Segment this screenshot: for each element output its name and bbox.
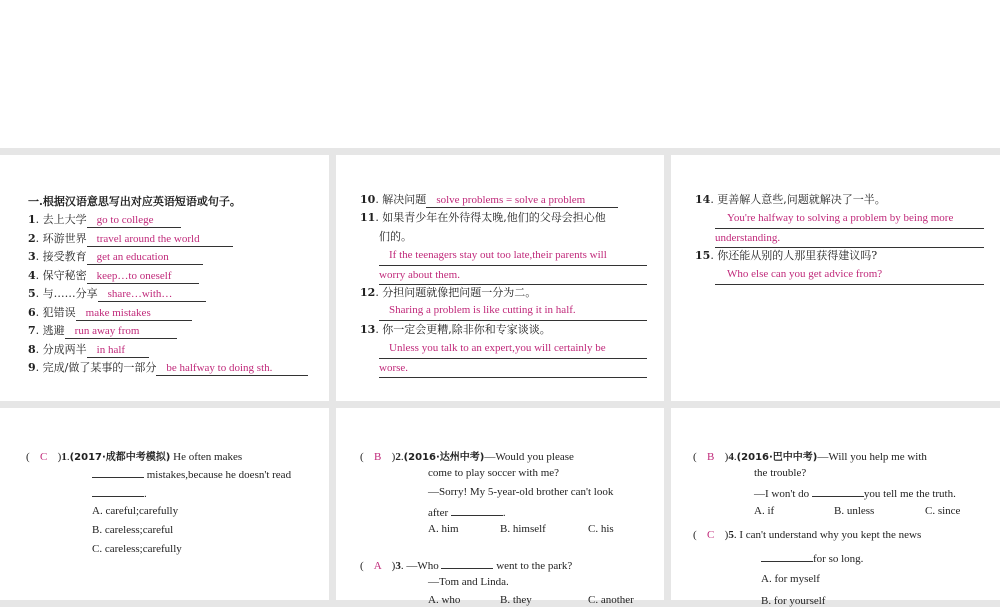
section1-item: [28, 306, 192, 321]
section1-item: [28, 361, 308, 376]
q10: 10. 解决问题 solve problems = solve a problem: [360, 193, 618, 208]
item-number: 7: [28, 324, 36, 337]
item-chinese-prompt: . 去上大学: [35, 213, 87, 226]
q4-option-a: A. if: [754, 505, 775, 517]
item-number: 4: [28, 268, 36, 282]
item-chinese-prompt: . 与……分享: [35, 287, 98, 300]
q11-answer: If the teenagers stay out too late,their parents will worry about them.: [379, 246, 647, 285]
item-answer: go to college: [87, 214, 181, 228]
q1-stem-line2: mistakes,because he doesn't read: [92, 467, 291, 481]
q5-option-a: A. for myself: [761, 573, 820, 585]
section1-item: [28, 343, 149, 358]
section1-heading: 一.根据汉语意思写出对应英语短语或句子。: [28, 195, 241, 208]
top-blank-area: [0, 0, 1000, 148]
panel-section2: [336, 155, 664, 401]
section1-item: [28, 232, 233, 247]
item-answer: be halfway to doing sth.: [156, 362, 308, 376]
q2-answer: B: [374, 451, 382, 463]
q2-option-a: A. him: [428, 523, 459, 535]
item-number: 1: [28, 213, 36, 226]
item-answer: in half: [87, 344, 149, 358]
q15-answer: Who else can you get advice from?: [715, 265, 984, 285]
q12-prompt: 12. 分担问题就像把问题一分为二。: [360, 286, 537, 299]
q3-option-a: A. who: [428, 594, 461, 606]
section1-item: [28, 269, 199, 284]
q2-stem-line2: come to play soccer with me?: [428, 467, 560, 479]
item-chinese-prompt: . 保守秘密: [35, 268, 87, 282]
q3-option-b: B. they: [500, 594, 532, 606]
item-number: 5: [28, 287, 36, 300]
panel-section1: [0, 155, 329, 401]
item-chinese-prompt: . 接受教育: [35, 250, 87, 263]
q13-answer: Unless you talk to an expert,you will certainly be worse.: [379, 339, 647, 378]
q1-stem-line3: .: [92, 486, 147, 500]
item-chinese-prompt: . 犯错误: [35, 305, 76, 319]
q14-answer: You're halfway to solving a problem by being more understanding.: [715, 209, 984, 248]
q11-prompt-line1: 11. 如果青少年在外待得太晚,他们的父母会担心他: [360, 211, 606, 224]
item-number: 6: [28, 305, 36, 319]
q2-stem-line4: after .: [428, 507, 506, 519]
panel-mc-q4-q5: [671, 408, 1000, 607]
q14-prompt: 14. 更善解人意些,问题就解决了一半。: [695, 193, 886, 206]
q5-option-b: B. for yourself: [761, 595, 826, 607]
q4-stem-line2: the trouble?: [754, 467, 807, 479]
q3-option-c: C. another: [588, 594, 634, 606]
q1-option-a: A. careful;carefully: [92, 505, 179, 517]
q11-prompt-line2: 们的。: [379, 230, 412, 243]
q3-answer: A: [373, 560, 382, 572]
item-answer: share…with…: [98, 288, 206, 302]
q13-prompt: 13. 你一定会更糟,除非你和专家谈谈。: [360, 323, 551, 336]
item-answer: run away from: [65, 325, 177, 339]
section1-item: [28, 324, 177, 339]
panel-section3: [671, 155, 1000, 401]
q5-answer: C: [707, 529, 715, 541]
q5-stem-line1: ( C )5. I can't understand why you kept the news: [693, 529, 922, 541]
item-number: 3: [28, 250, 36, 263]
q4-answer: B: [707, 451, 715, 463]
q15-prompt: 15. 你还能从别的人那里获得建议吗?: [695, 249, 878, 262]
item-chinese-prompt: . 分成两半: [35, 342, 87, 356]
q3-stem-line1: ( A )3. —Who went to the park?: [360, 560, 573, 572]
q4-option-b: B. unless: [834, 505, 875, 517]
q4-stem-line1: ( B )4.(2016·巴中中考)—Will you help me with: [693, 451, 927, 463]
item-answer: travel around the world: [87, 233, 233, 247]
item-number: 9: [28, 361, 36, 374]
section1-item: [28, 287, 206, 302]
q1-option-c: C. careless;carefully: [92, 543, 182, 555]
q2-stem-line3: —Sorry! My 5-year-old brother can't look: [428, 486, 614, 498]
q4-stem-line3: —I won't do you tell me the truth.: [754, 488, 956, 500]
q5-stem-line2: for so long.: [761, 551, 863, 565]
item-number: 2: [28, 231, 36, 245]
item-answer: make mistakes: [76, 307, 192, 321]
panel-mc-q1: [0, 408, 329, 600]
q2-option-c: C. his: [588, 523, 614, 535]
section1-item: [28, 250, 203, 265]
q1-stem-line1: ( C )1.(2017·成都中考模拟) He often makes: [26, 451, 243, 463]
section1-item: [28, 213, 181, 228]
q2-option-b: B. himself: [500, 523, 546, 535]
q10-answer: solve problems = solve a problem: [426, 194, 618, 208]
q1-answer: C: [40, 451, 48, 463]
item-number: 8: [28, 342, 36, 356]
q4-option-c: C. since: [925, 505, 961, 517]
item-chinese-prompt: . 完成/做了某事的一部分: [35, 361, 157, 374]
q2-stem-line1: ( B )2.(2016·达州中考)—Would you please: [360, 451, 574, 463]
item-chinese-prompt: . 环游世界: [35, 231, 87, 245]
q12-answer: Sharing a problem is like cutting it in half.: [379, 301, 647, 321]
q1-option-b: B. careless;careful: [92, 524, 174, 536]
item-chinese-prompt: . 逃避: [35, 324, 65, 337]
panel-mc-q2-q3: [336, 408, 664, 606]
q3-stem-line2: —Tom and Linda.: [428, 576, 509, 588]
item-answer: get an education: [87, 251, 203, 265]
item-answer: keep…to oneself: [87, 270, 199, 284]
